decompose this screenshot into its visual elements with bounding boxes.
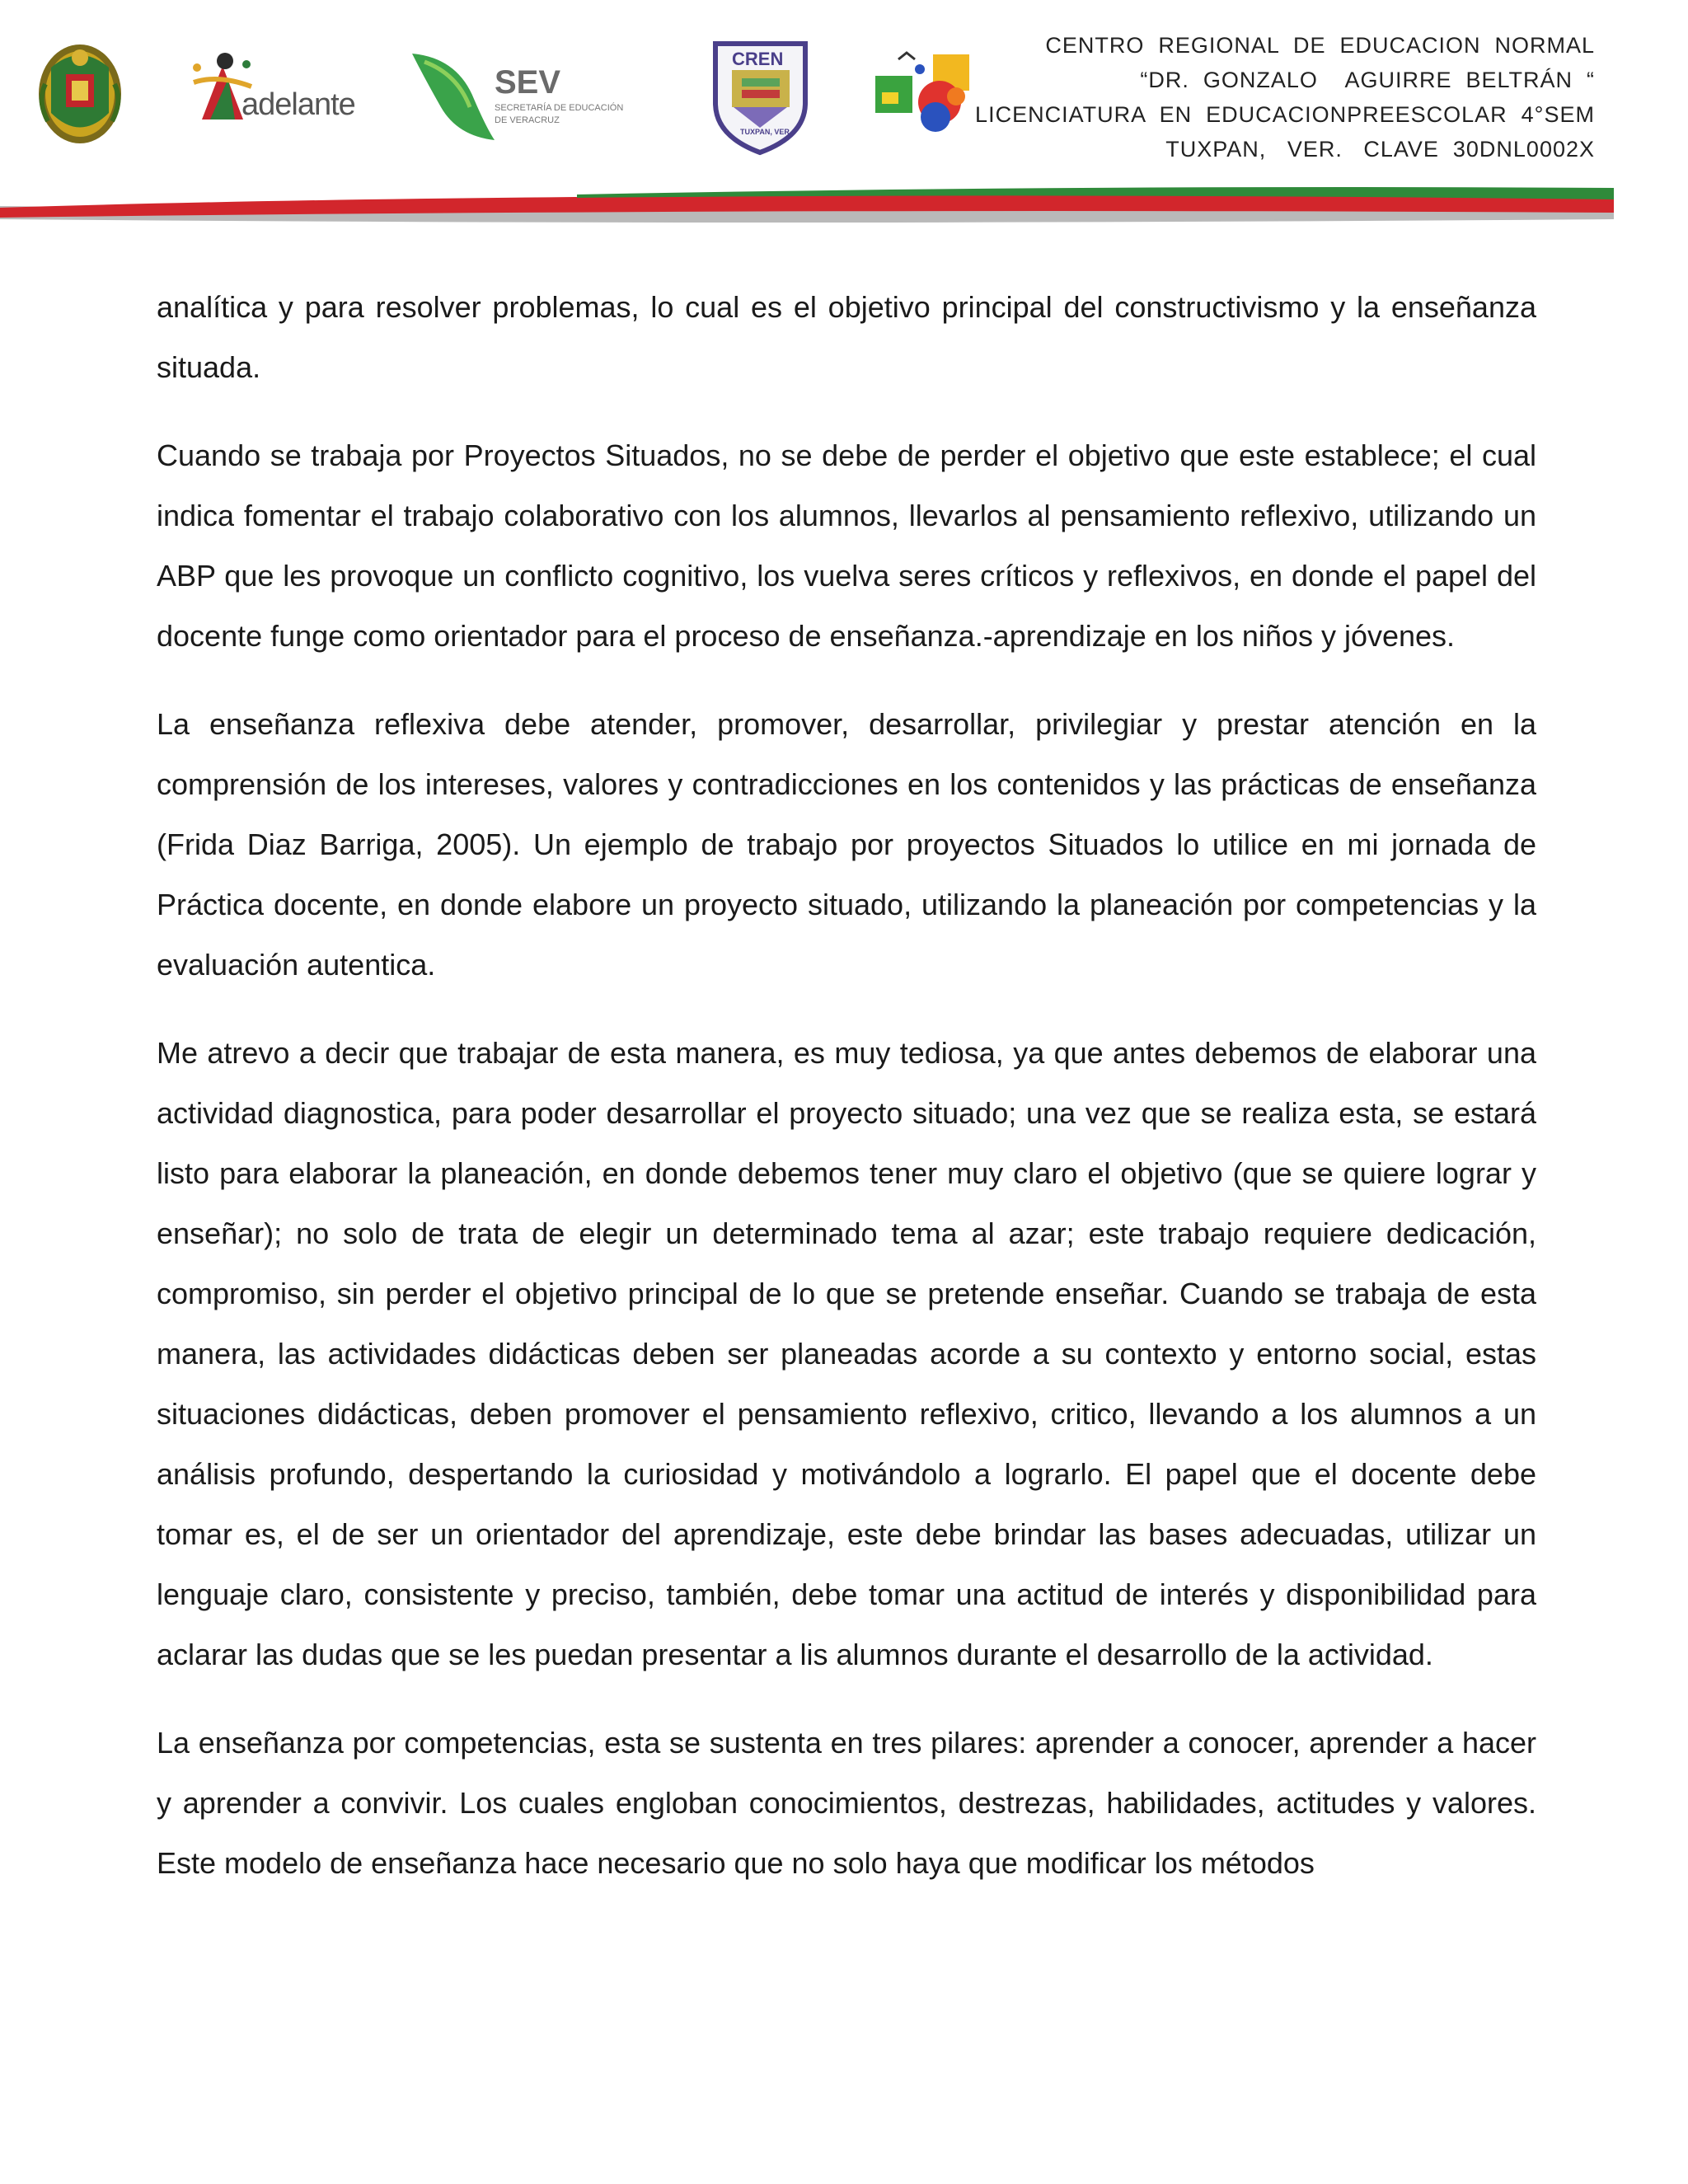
institution-line-4: TUXPAN, VER. CLAVE 30DNL0002X (1165, 137, 1595, 162)
institution-line-3: LICENCIATURA EN EDUCACIONPREESCOLAR 4°SEM (975, 102, 1595, 127)
institution-line-2: “DR. GONZALO AGUIRRE BELTRÁN “ (1140, 68, 1595, 92)
institution-info (975, 28, 1595, 166)
sev-subtitle-line1: SECRETARÍA DE EDUCACIÓN (495, 103, 624, 113)
paragraph-1: analítica y para resolver problemas, lo cual es el objetivo principal del constructivismo y la enseñanza situada. (157, 290, 1536, 384)
colorful-blocks-logo (874, 51, 977, 138)
adelante-logo (185, 49, 355, 132)
institution-line-1: CENTRO REGIONAL DE EDUCACION NORMAL (1045, 33, 1595, 58)
page-header (0, 0, 1688, 223)
veracruz-coat-of-arms-logo (33, 35, 128, 150)
paragraph-3: La enseñanza reflexiva debe atender, promover, desarrollar, privilegiar y prestar atención en la comprensión de los intereses, valores y contradicciones en los contenidos y las prácticas de enseñanza (Frida Diaz Barriga, 2005). Un ejemplo de trabajo por proyectos Situados lo utilice en mi jornada de Práctica docente, en donde elabore un proyecto situado, utilizando la planeación por competencias y la evaluación autentica. (157, 707, 1536, 982)
sev-logo (408, 49, 672, 144)
cren-title: CREN (732, 49, 784, 69)
sev-leaf-icon (408, 49, 499, 144)
paragraph-4: Me atrevo a decir que trabajar de esta manera, es muy tediosa, ya que antes debemos de elaborar una actividad diagnostica, para poder desarrollar el proyecto situado; una vez que se realiza esta, se estará listo para elaborar la planeación, en donde debemos tener muy claro el objetivo (que se quiere lograr y enseñar); no solo de trata de elegir un determinado tema al azar; este trabajo requiere dedicación, compromiso, sin perder el objetivo principal de lo que se pretende enseñar. Cuando se trabaja de esta manera, las actividades didácticas deben ser planeadas acorde a su contexto y entorno social, estas situaciones didácticas, deben promover el pensamiento reflexivo, critico, llevando a los alumnos a un análisis profundo, despertando la curiosidad y motivándolo a lograrlo. El papel que el docente debe tomar es, el de ser un orientador del aprendizaje, este debe brindar las bases adecuadas, utilizar un lenguaje claro, consistente y preciso, también, debe tomar una actitud de interés y disponibilidad para aclarar las dudas que se les puedan presentar a lis alumnos durante el desarrollo de la actividad. (157, 1036, 1536, 1671)
tricolor-header-band (0, 183, 1614, 224)
paragraph-2: Cuando se trabaja por Proyectos Situados, no se debe de perder el objetivo que este establece; el cual indica fomentar el trabajo colaborativo con los alumnos, llevarlos al pensamiento reflexivo, utilizando un ABP que les provoque un conflicto cognitivo, los vuelva seres críticos y reflexivos, en donde el papel del docente funge como orientador para el proceso de enseñanza.-aprendizaje en los niños y jóvenes. (157, 438, 1536, 653)
cren-city: TUXPAN, VER. (740, 128, 792, 136)
document-body (157, 277, 1536, 1921)
cren-shield-logo (709, 37, 812, 157)
sev-title: SEV (495, 64, 561, 101)
paragraph-5: La enseñanza por competencias, esta se sustenta en tres pilares: aprender a conocer, aprender a hacer y aprender a convivir. Los cuales engloban conocimientos, destrezas, habilidades, actitudes y valores. Este modelo de enseñanza hace necesario que no solo haya que modificar los métodos (157, 1726, 1536, 1880)
sev-subtitle-line2: DE VERACRUZ (495, 115, 560, 125)
adelante-wordmark: adelante (241, 87, 355, 122)
